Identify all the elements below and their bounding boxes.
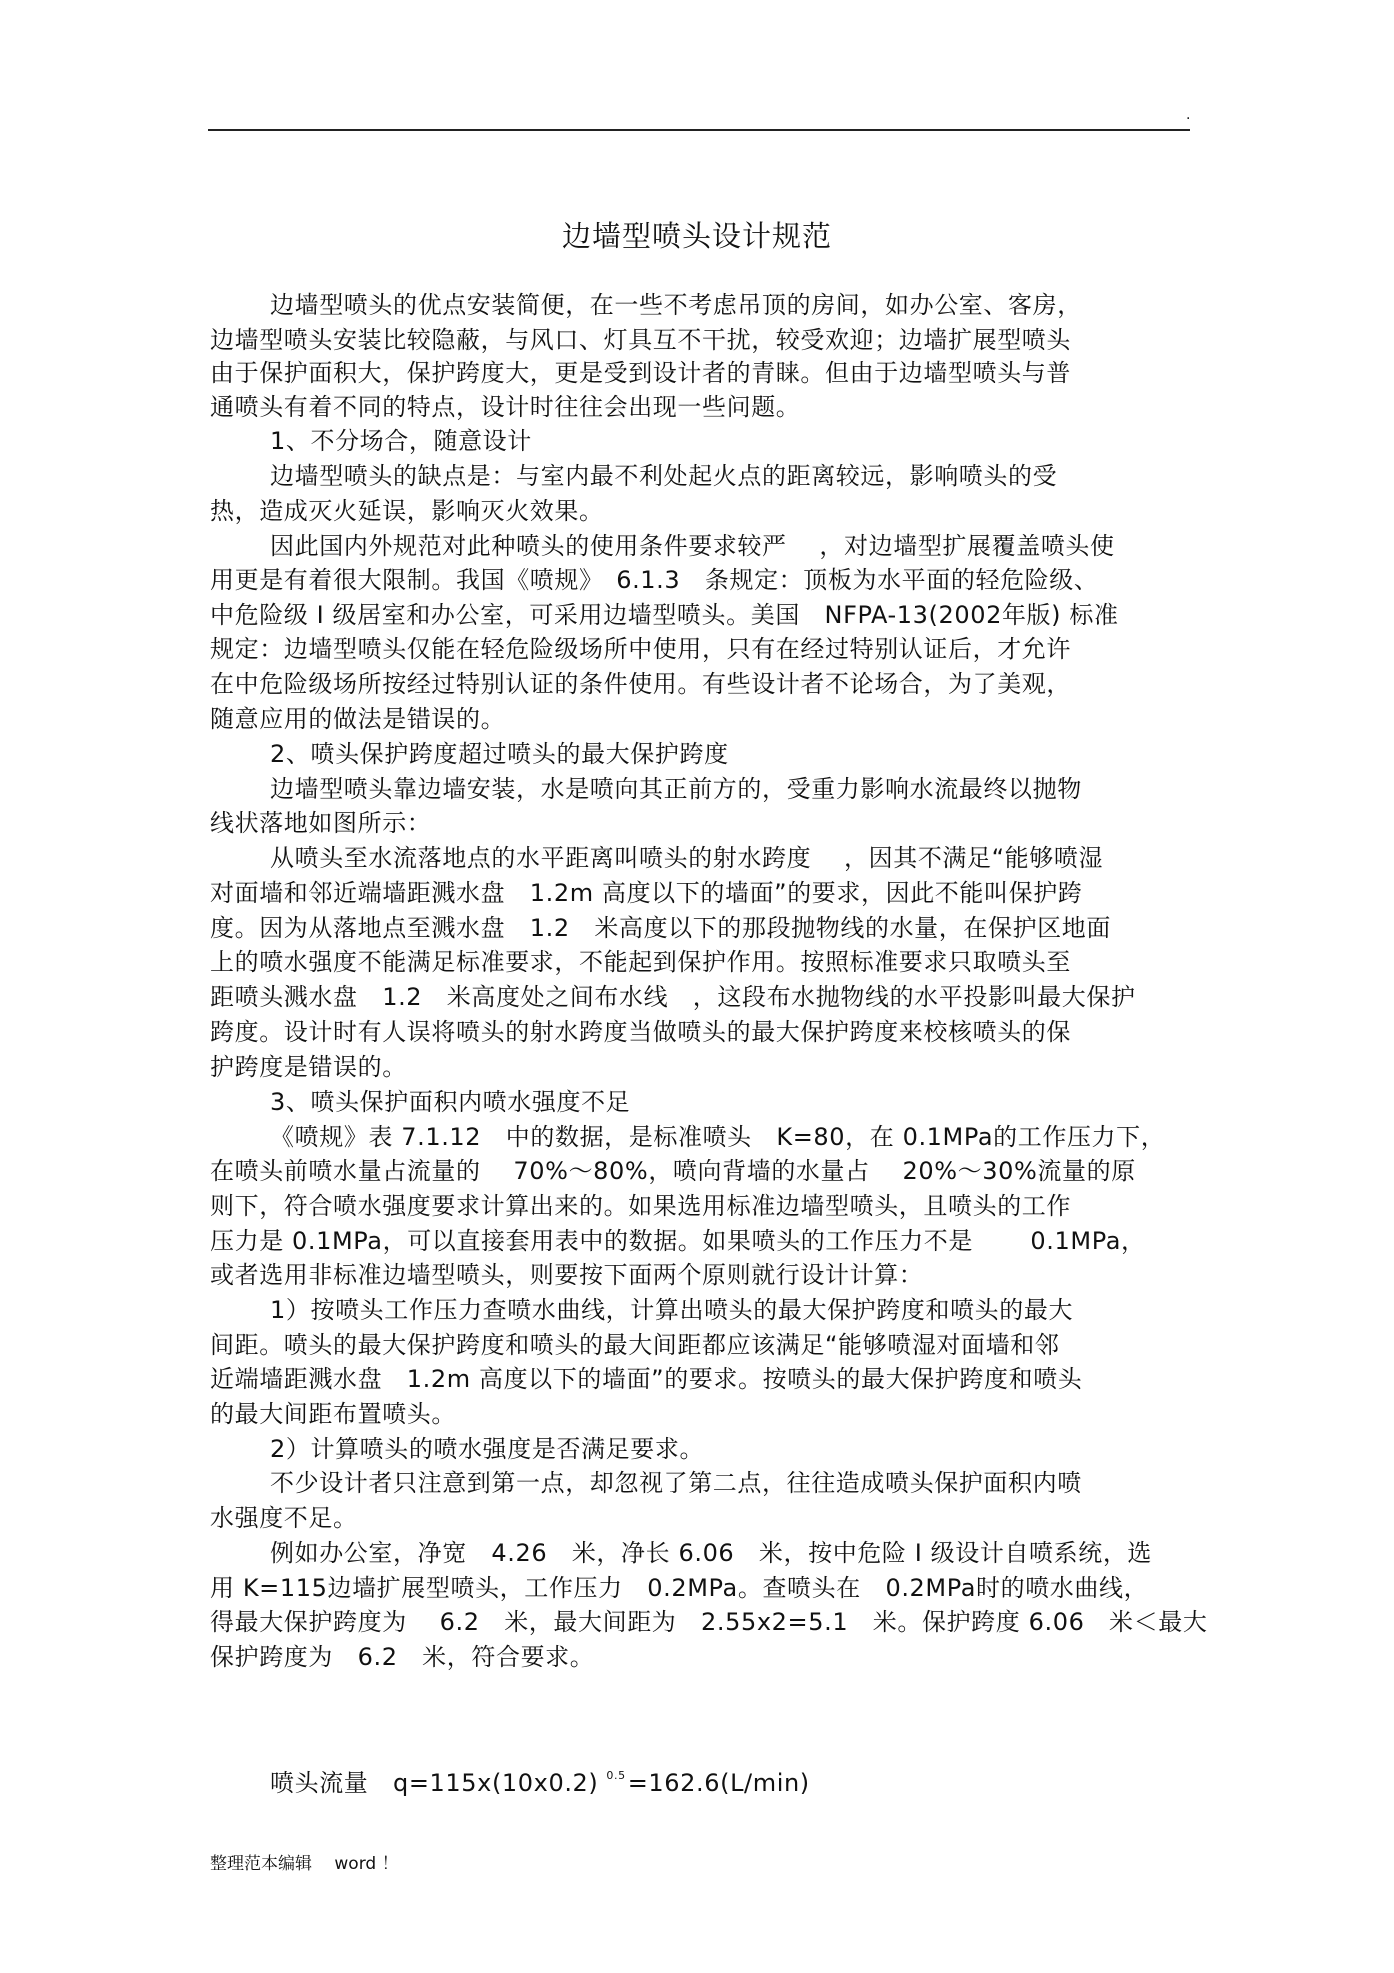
section-3-heading: 3、喷头保护面积内喷水强度不足 — [270, 1088, 631, 1116]
para-s1-8: 随意应用的做法是错误的。 — [210, 705, 506, 733]
para-s1-4: 用更是有着很大限制。我国《喷规》 6.1.3 条规定：顶板为水平面的轻危险级、 — [210, 566, 1099, 594]
para-s1-3: 因此国内外规范对此种喷头的使用条件要求较严 ，对边墙型扩展覆盖喷头使 — [270, 532, 1115, 560]
para-s2-2: 线状落地如图所示： — [210, 809, 432, 837]
section-1-heading: 1、不分场合，随意设计 — [270, 427, 532, 455]
para-s1-7: 在中危险级场所按经过特别认证的条件使用。有些设计者不论场合，为了美观， — [210, 670, 1071, 698]
para-s2-7: 距喷头溅水盘 1.2 米高度处之间布水线 ，这段布水抛物线的水平投影叫最大保护 — [210, 983, 1136, 1011]
principle-1-3: 近端墙距溅水盘 1.2m 高度以下的墙面”的要求。按喷头的最大保护跨度和喷头 — [210, 1365, 1083, 1393]
para-s3-7: 水强度不足。 — [210, 1504, 358, 1532]
para-intro-2: 边墙型喷头安装比较隐蔽，与风口、灯具互不干扰，较受欢迎；边墙扩展型喷头 — [210, 326, 1071, 354]
para-s2-1: 边墙型喷头靠边墙安装，水是喷向其正前方的，受重力影响水流最终以抛物 — [270, 775, 1082, 803]
example-3: 得最大保护跨度为 6.2 米，最大间距为 2.55x2=5.1 米。保护跨度 6.06 米＜最大 — [210, 1608, 1208, 1636]
header-dot: . — [1186, 107, 1191, 123]
principle-1-1: 1）按喷头工作压力查喷水曲线，计算出喷头的最大保护跨度和喷头的最大 — [270, 1296, 1074, 1324]
para-intro-4: 通喷头有着不同的特点，设计时往往会出现一些问题。 — [210, 393, 801, 421]
formula-main: 喷头流量 q=115x(10x0.2) — [270, 1769, 599, 1797]
page-title: 边墙型喷头设计规范 — [561, 219, 832, 253]
para-s3-6: 不少设计者只注意到第一点，却忽视了第二点，往往造成喷头保护面积内喷 — [270, 1469, 1082, 1497]
formula-exponent: 0.5 — [606, 1769, 626, 1782]
principle-1-4: 的最大间距布置喷头。 — [210, 1400, 456, 1428]
section-2-heading: 2、喷头保护跨度超过喷头的最大保护跨度 — [270, 740, 729, 768]
para-s3-3: 则下，符合喷水强度要求计算出来的。如果选用标准边墙型喷头，且喷头的工作 — [210, 1192, 1071, 1220]
para-intro-3: 由于保护面积大，保护跨度大，更是受到设计者的青睐。但由于边墙型喷头与普 — [210, 359, 1071, 387]
para-s3-4: 压力是 0.1MPa，可以直接套用表中的数据。如果喷头的工作压力不是 0.1MPa， — [210, 1227, 1146, 1255]
para-s1-6: 规定：边墙型喷头仅能在轻危险级场所中使用，只有在经过特别认证后，才允许 — [210, 635, 1071, 663]
para-s3-2: 在喷头前喷水量占流量的 70%～80%，喷向背墙的水量占 20%～30%流量的原 — [210, 1157, 1136, 1185]
para-s1-1: 边墙型喷头的缺点是：与室内最不利处起火点的距离较远，影响喷头的受 — [270, 462, 1058, 490]
principle-1-2: 间距。喷头的最大保护跨度和喷头的最大间距都应该满足“能够喷湿对面墙和邻 — [210, 1331, 1060, 1359]
para-s3-5: 或者选用非标准边墙型喷头，则要按下面两个原则就行设计计算： — [210, 1261, 924, 1289]
para-s2-3: 从喷头至水流落地点的水平距离叫喷头的射水跨度 ，因其不满足“能够喷湿 — [270, 844, 1104, 872]
para-s1-5: 中危险级 Ⅰ 级居室和办公室，可采用边墙型喷头。美国 NFPA-13(2002年版) 标准 — [210, 601, 1119, 629]
para-s2-9: 护跨度是错误的。 — [210, 1053, 407, 1081]
example-4: 保护跨度为 6.2 米，符合要求。 — [210, 1643, 595, 1671]
para-intro-1: 边墙型喷头的优点安装简便，在一些不考虑吊顶的房间，如办公室、客房， — [270, 291, 1082, 319]
footer-note: 整理范本编辑 word ！ — [210, 1854, 399, 1874]
formula-line — [270, 1761, 810, 1798]
header-rule — [208, 129, 1190, 131]
para-s2-4: 对面墙和邻近端墙距溅水盘 1.2m 高度以下的墙面”的要求，因此不能叫保护跨 — [210, 879, 1083, 907]
para-s1-2: 热，造成灭火延误，影响灭火效果。 — [210, 497, 604, 525]
principle-2: 2）计算喷头的喷水强度是否满足要求。 — [270, 1435, 705, 1463]
example-1: 例如办公室，净宽 4.26 米，净长 6.06 米，按中危险 Ⅰ 级设计自喷系统，选 — [270, 1539, 1153, 1567]
para-s3-1: 《喷规》表 7.1.12 中的数据，是标准喷头 K=80，在 0.1MPa的工作压力下， — [270, 1123, 1166, 1151]
example-2: 用 K=115边墙扩展型喷头，工作压力 0.2MPa。查喷头在 0.2MPa时的喷水曲线， — [210, 1574, 1149, 1602]
para-s2-8: 跨度。设计时有人误将喷头的射水跨度当做喷头的最大保护跨度来校核喷头的保 — [210, 1018, 1071, 1046]
formula-result: =162.6(L/min) — [627, 1769, 810, 1797]
para-s2-5: 度。因为从落地点至溅水盘 1.2 米高度以下的那段抛物线的水量，在保护区地面 — [210, 914, 1111, 942]
para-s2-6: 上的喷水强度不能满足标准要求，不能起到保护作用。按照标准要求只取喷头至 — [210, 948, 1071, 976]
